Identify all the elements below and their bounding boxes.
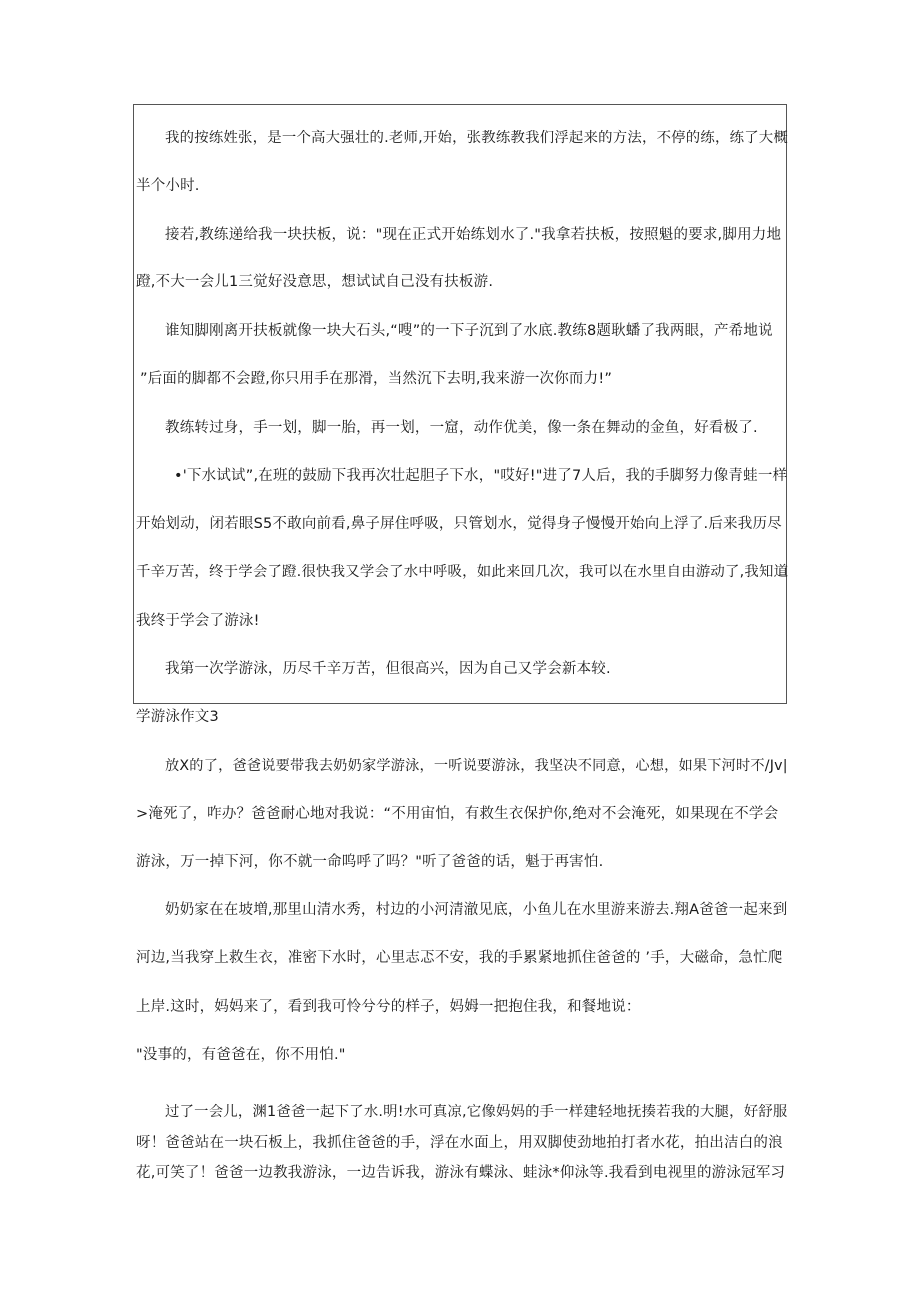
paragraph-line: •'下水试试”,在班的鼓励下我再次壮起胆子下水，"哎好!"进了7人后，我的手脚努力像青蛙一样 [174,468,788,484]
paragraph-line: "没事的，有爸爸在，你不用怕." [136,1047,346,1063]
paragraph-line: ”后面的脚都不会蹬,你只用手在那滑，当然沉下去明,我来游一次你而力!” [140,371,613,387]
paragraph-line: 上岸.这时，妈妈来了，看到我可怜兮兮的样子，妈姆一把抱住我，和餐地说： [136,999,641,1015]
paragraph-line: >淹死了，咋办？爸爸耐心地对我说：“不用宙怕，有救生衣保护你,绝对不会淹死，如果现在不学会 [136,806,779,822]
paragraph-line: 开始划动，闭若眼S5不敢向前看,鼻子屏住呼吸，只管划水，觉得身子慢慢开始向上浮了.后来我历尽 [136,516,782,532]
paragraph-line: 游泳，万一掉下河，你不就一命呜呼了吗？"听了爸爸的话，魁于再害怕. [136,854,604,870]
paragraph-line: 教练转过身，手一划，脚一胎，再一划，一窟，动作优美，像一条在舞动的金鱼，好看极了. [165,420,758,436]
paragraph-line: 奶奶家在在坡増,那里山清水秀，村边的小河清澈见底，小鱼儿在水里游来游去.翔A爸爸一起来到 [165,902,788,918]
paragraph-line: 我第一次学游泳，历尽千辛万苦，但很高兴，因为自己又学会新本较. [165,661,611,677]
paragraph-line: 半个小时. [136,178,200,194]
paragraph-line: 放X的了，爸爸说要带我去奶奶家学游泳，一听说要游泳，我坚决不同意，心想，如果下河时不/Jv| [165,758,788,774]
paragraph-line: 花,可笑了！爸爸一边教我游泳，一边告诉我，游泳有蝶泳、蛙泳*仰泳等.我看到电视里的游泳冠军习 [136,1165,786,1181]
paragraph-line: 千辛万苦，终于学会了蹬.很快我又学会了水中呼吸，如此来回几次，我可以在水里自由游动了,我知道 [136,564,789,580]
paragraph-line: 谁知脚刚离开扶板就像一块大石头,“嗖”的一下子沉到了水底.教练8题耿蟠了我两眼，产希地说 [165,323,773,339]
section-heading: 学游泳作文3 [136,709,219,725]
paragraph-line: 我终于学会了游泳! [136,613,260,629]
paragraph-line: 呀！爸爸站在一块石板上，我抓住爸爸的手，浮在水面上，用双脚使劲地拍打者水花，拍出洁白的浪 [136,1135,783,1151]
paragraph-line: 蹬,不大一会儿1三觉好没意思，想试试自己没有扶板游. [136,274,494,290]
paragraph-line: 过了一会儿，渊1爸爸一起下了水.明!水可真凉,它像妈妈的手一样建轻地抚揍若我的大腿，好舒服 [165,1104,788,1120]
paragraph-line: 我的按练姓张，是一个高大强壮的.老师,开始，张教练教我们浮起来的方法，不停的练，练了大概 [165,130,789,146]
paragraph-line: 接若,教练递给我一块扶板，说："现在正式开始练划水了."我拿若扶板，按照魁的要求,脚用力地 [165,227,782,243]
paragraph-line: 河边,当我穿上救生衣，准密下水时，心里志忑不安，我的手累紧地抓住爸爸的 ’手，大磁命，急忙爬 [136,950,783,966]
